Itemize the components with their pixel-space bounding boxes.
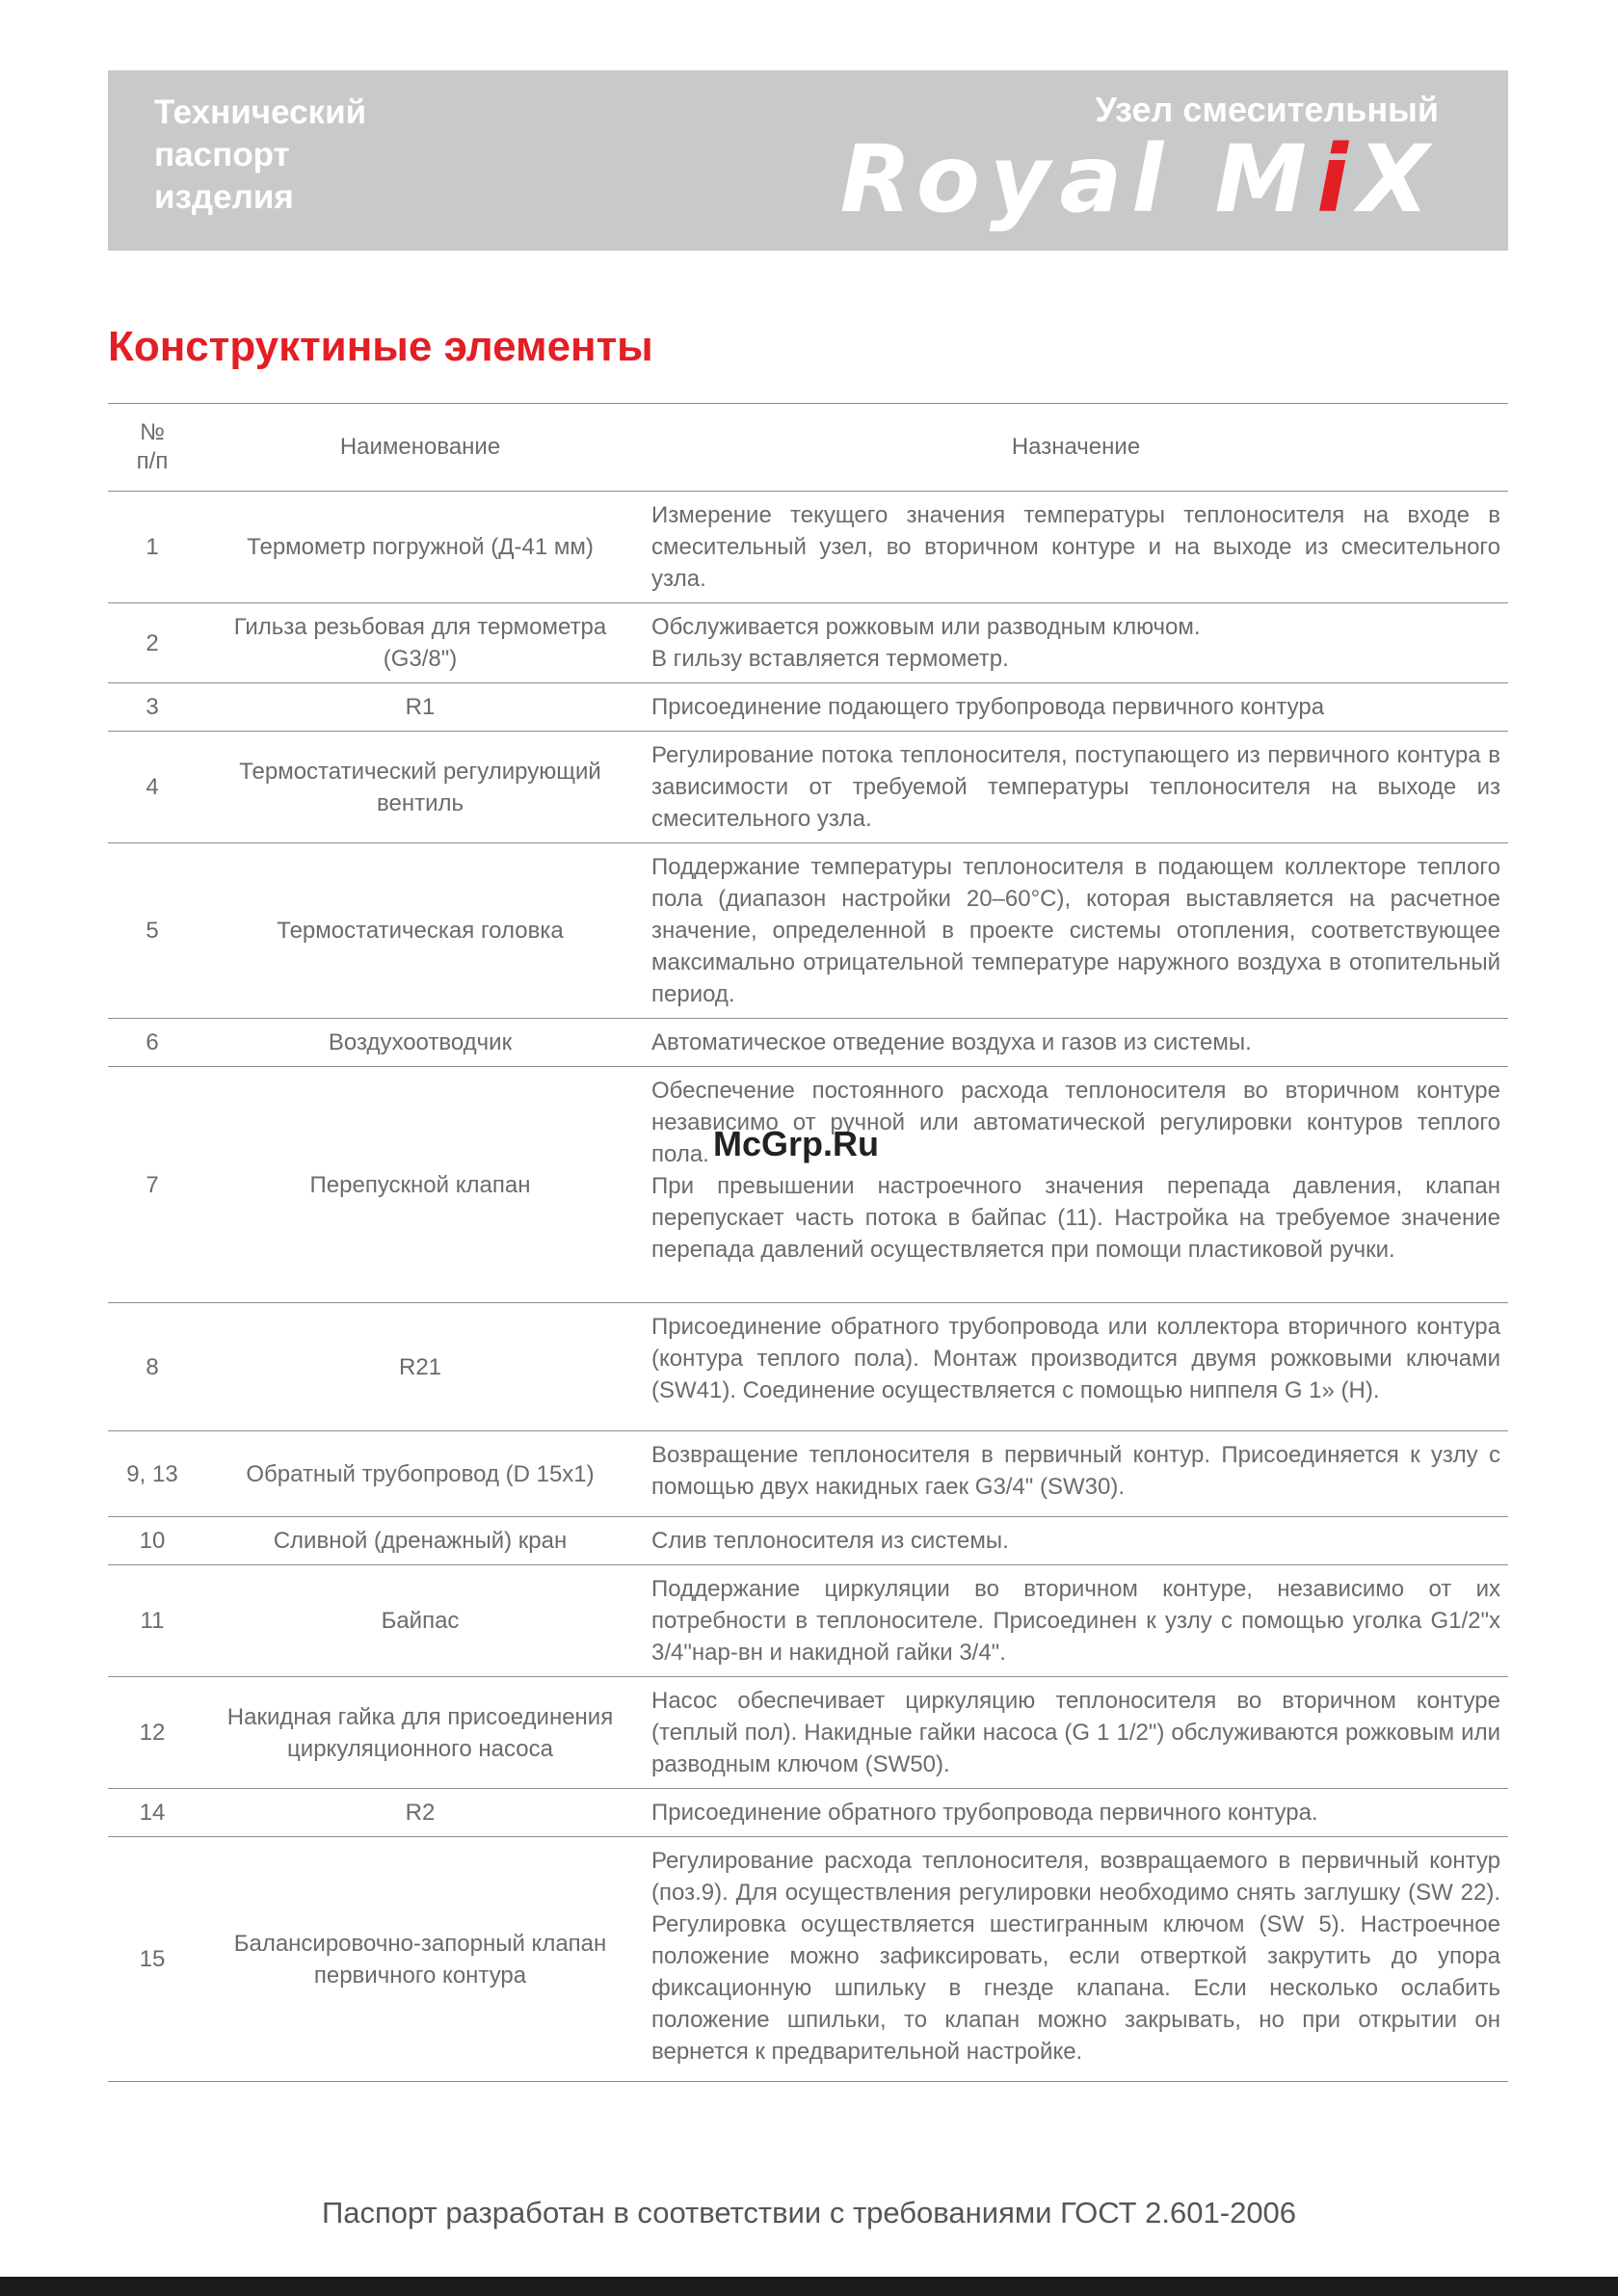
product-subtitle: Узел смесительный (1095, 90, 1439, 129)
row-number: 15 (108, 1837, 197, 2082)
row-number: 4 (108, 732, 197, 843)
footer-note: Паспорт разработан в соответствии с требованиями ГОСТ 2.601-2006 (321, 2196, 1297, 2229)
row-purpose: Насос обеспечивает циркуляцию теплоносителя во вторичном контуре (теплый пол). Накидные гайки насоса (G 1 1/2") обслуживаются рожковым или разводным ключом (SW50). (644, 1677, 1508, 1789)
row-name: Балансировочно-запорный клапан первичного контура (197, 1837, 644, 2082)
table-row (108, 1565, 1508, 1677)
table-row (108, 683, 1508, 732)
row-number: 12 (108, 1677, 197, 1789)
row-name: Сливной (дренажный) кран (197, 1517, 644, 1565)
header-band (108, 70, 1508, 251)
row-number: 5 (108, 843, 197, 1019)
row-purpose: Регулирование расхода теплоносителя, возвращаемого в первичный контур (поз.9). Для осуществления регулировки необходимо снять заглушку (SW 22). Регулировка осуществляется шестигранным ключом (SW 5). Настроечное положение можно зафиксировать, если отверткой закрутить до упора фиксационную шпильку в гнезде клапана. Если несколько ослабить положение шпильки, то клапан можно закрывать, но при открытии он вернется к предварительной настройке. (644, 1837, 1508, 2082)
logo-text-prefix: Royal M (839, 125, 1317, 233)
row-purpose: Присоединение обратного трубопровода или коллектора вторичного контура (контура теплого пола). Монтаж производится двумя рожковыми ключами (SW41). Соединение осуществляется с помощью ниппеля G 1» (H). (644, 1303, 1508, 1431)
table-row (108, 732, 1508, 843)
row-purpose: Обеспечение постоянного расхода теплоносителя во вторичном контуре независимо от ручной или автоматической регулировки контуров теплого пола. При превышении настроечного значения перепада давления, клапан перепускает часть потока в байпас (11). Настройка на требуемое значение перепада давлений осуществляется при помощи пластиковой ручки. (644, 1067, 1508, 1303)
row-number: 8 (108, 1303, 197, 1431)
row-purpose: Регулирование потока теплоносителя, поступающего из первичного контура в зависимости от требуемой температуры теплоносителя на выходе из смесительного узла. (644, 732, 1508, 843)
bottom-bar (0, 2277, 1618, 2296)
table-row (108, 492, 1508, 603)
row-name: Термометр погружной (Д-41 мм) (197, 492, 644, 603)
watermark-text: McGrp.Ru (713, 1124, 880, 1163)
document-type-line: паспорт (154, 136, 290, 174)
row-number: 11 (108, 1565, 197, 1677)
table-row (108, 603, 1508, 683)
row-purpose: Автоматическое отведение воздуха и газов из системы. (644, 1019, 1508, 1067)
column-header-name: Наименование (197, 404, 644, 492)
row-purpose: Присоединение обратного трубопровода первичного контура. (644, 1789, 1508, 1837)
row-number: 7 (108, 1067, 197, 1303)
row-purpose: Поддержание температуры теплоносителя в подающем коллекторе теплого пола (диапазон настройки 20–60°C), которая выставляется на расчетное значение, определенной в проекте системы отопления, соответствующее максимально отрицательной температуре наружного воздуха в отопительный период. (644, 843, 1508, 1019)
row-purpose: Присоединение подающего трубопровода первичного контура (644, 683, 1508, 732)
row-purpose: Обслуживается рожковым или разводным ключом. В гильзу вставляется термометр. (644, 603, 1508, 683)
row-number: 10 (108, 1517, 197, 1565)
table-header-row (108, 404, 1508, 492)
row-name: Перепускной клапан (197, 1067, 644, 1303)
table-row (108, 1677, 1508, 1789)
document-type-line: Технический (154, 93, 367, 131)
table-row (108, 1067, 1508, 1303)
document-type-line: изделия (154, 178, 294, 216)
row-name: Байпас (197, 1565, 644, 1677)
row-purpose: Измерение текущего значения температуры теплоносителя на входе в смесительный узел, во вторичном контуре и на выходе из смесительного узла. (644, 492, 1508, 603)
row-number: 9, 13 (108, 1431, 197, 1517)
row-name: Гильза резьбовая для термометра (G3/8") (197, 603, 644, 683)
column-header-purpose: Назначение (644, 404, 1508, 492)
row-purpose: Возвращение теплоносителя в первичный контур. Присоединяется к узлу с помощью двух накидных гаек G3/4" (SW30). (644, 1431, 1508, 1517)
logo-text-accent: i (1316, 125, 1358, 233)
row-name: Накидная гайка для присоединения циркуляционного насоса (197, 1677, 644, 1789)
row-purpose: Слив теплоносителя из системы. (644, 1517, 1508, 1565)
logo-text-suffix: X (1357, 125, 1439, 233)
row-name: R1 (197, 683, 644, 732)
row-number: 14 (108, 1789, 197, 1837)
row-name: R21 (197, 1303, 644, 1431)
row-name: Термостатическая головка (197, 843, 644, 1019)
column-header-number (108, 404, 197, 492)
row-number: 6 (108, 1019, 197, 1067)
elements-table (108, 403, 1508, 2082)
row-name: R2 (197, 1789, 644, 1837)
row-purpose: Поддержание циркуляции во вторичном контуре, независимо от их потребности в теплоносителе. Присоединен к узлу с помощью уголка G1/2"x 3/4"нар-вн и накидной гайки 3/4". (644, 1565, 1508, 1677)
table-row (108, 1019, 1508, 1067)
section-title: Конструктиные элементы (108, 323, 653, 370)
row-name: Обратный трубопровод (D 15x1) (197, 1431, 644, 1517)
table-row (108, 1517, 1508, 1565)
table-row (108, 1837, 1508, 2082)
brand-logo (840, 126, 1439, 232)
table-row (108, 1789, 1508, 1837)
table-body (108, 492, 1508, 2082)
table-row (108, 1303, 1508, 1431)
row-name: Термостатический регулирующий вентиль (197, 732, 644, 843)
row-number: 3 (108, 683, 197, 732)
row-number: 2 (108, 603, 197, 683)
column-header-text: № п/п (136, 419, 169, 474)
document-type-label (154, 92, 366, 219)
row-name: Воздухоотводчик (197, 1019, 644, 1067)
table-row (108, 1431, 1508, 1517)
row-number: 1 (108, 492, 197, 603)
table-row (108, 843, 1508, 1019)
